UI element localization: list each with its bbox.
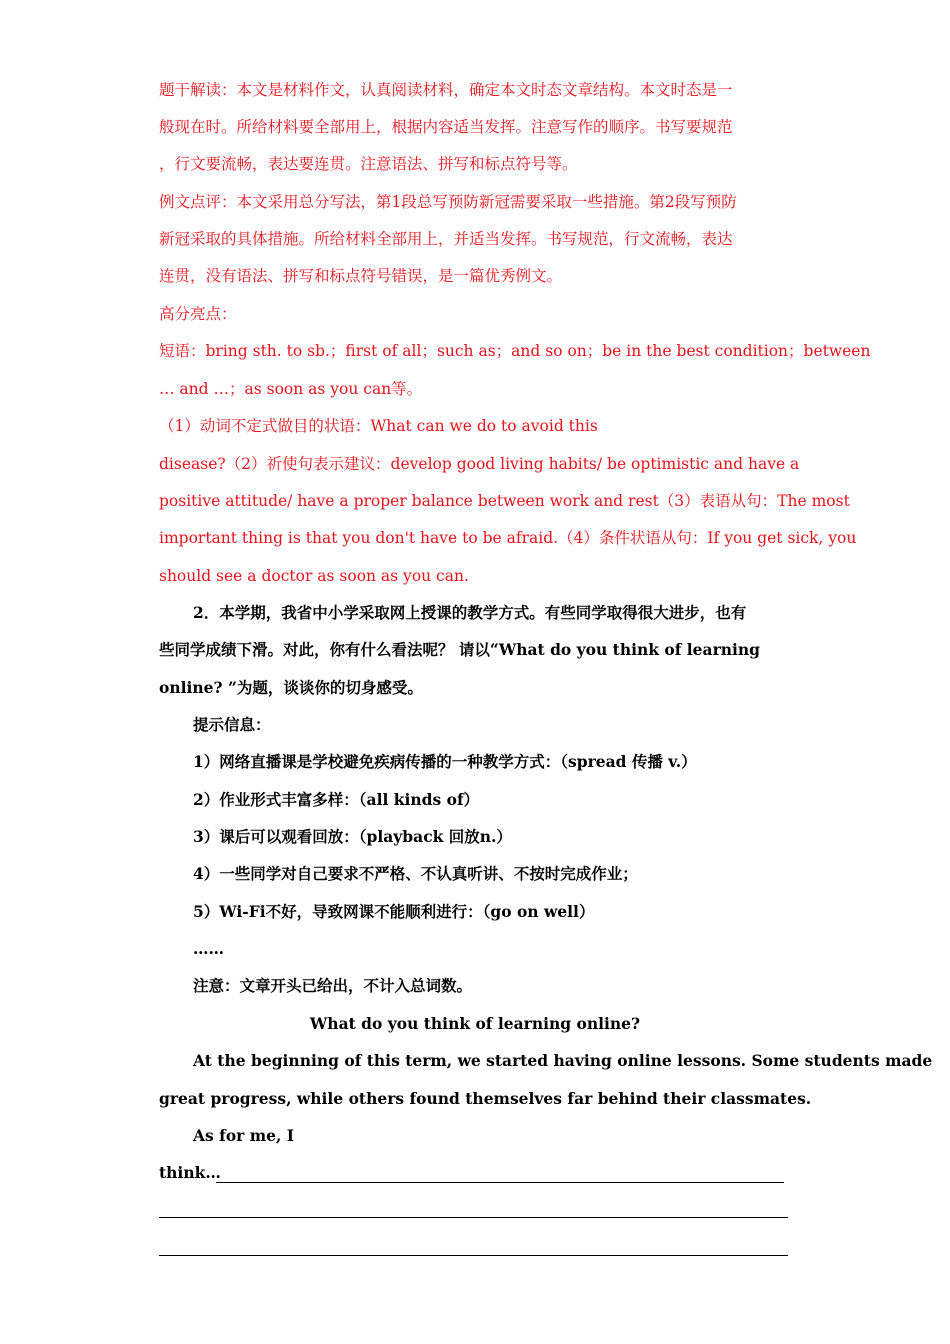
hint-item: 4）一些同学对自己要求不严格、不认真听讲、不按时完成作业； <box>193 864 638 883</box>
commentary-line: … and …；as soon as you can等。 <box>159 380 423 398</box>
commentary-line: should see a doctor as soon as you can. <box>159 567 469 585</box>
task-intro-line: 2．本学期，我省中小学采取网上授课的教学方式。有些同学取得很大进步，也有 <box>193 603 747 622</box>
task-note: 注意：文章开头已给出，不计入总词数。 <box>193 976 473 995</box>
task-intro-line: online? ”为题，谈谈你的切身感受。 <box>159 678 423 697</box>
commentary-line: positive attitude/ have a proper balance between work and rest（3）表语从句：The most <box>159 492 850 510</box>
hint-item: …… <box>193 939 224 958</box>
commentary-line: 新冠采取的具体措施。所给材料全部用上，并适当发挥。书写规范，行文流畅，表达 <box>159 230 733 248</box>
commentary-line: 连贯，没有语法、拼写和标点符号错误，是一篇优秀例文。 <box>159 267 563 285</box>
commentary-line: （1）动词不定式做目的状语：What can we do to avoid this <box>159 417 598 435</box>
hints-title: 提示信息： <box>193 715 271 734</box>
commentary-line: 短语：bring sth. to sb.；first of all；such as；and so on；be in the best condition；between <box>159 342 871 360</box>
answer-line[interactable] <box>159 1255 788 1256</box>
commentary-line: ，行文要流畅，表达要连贯。注意语法、拼写和标点符号等。 <box>159 155 578 173</box>
hint-item: 3）课后可以观看回放：（playback 回放n.） <box>193 827 512 846</box>
essay-title: What do you think of learning online? <box>309 1014 641 1033</box>
essay-continuation: As for me, I <box>193 1126 295 1145</box>
commentary-line: 例文点评：本文采用总分写法，第1段总写预防新冠需要采取一些措施。第2段写预防 <box>159 193 737 211</box>
answer-line[interactable] <box>159 1217 788 1218</box>
essay-think: think… <box>159 1163 221 1182</box>
answer-line[interactable] <box>216 1182 784 1183</box>
commentary-line: disease?（2）祈使句表示建议：develop good living habits/ be optimistic and have a <box>159 455 800 473</box>
hint-item: 2）作业形式丰富多样：（all kinds of） <box>193 790 480 809</box>
hint-item: 5）Wi-Fi不好，导致网课不能顺利进行：（go on well） <box>193 902 595 921</box>
commentary-line: 题干解读：本文是材料作文，认真阅读材料，确定本文时态文章结构。本文时态是一 <box>159 81 733 99</box>
commentary-line: 般现在时。所给材料要全部用上，根据内容适当发挥。注意写作的顺序。书写要规范 <box>159 118 733 136</box>
task-intro-line: 些同学成绩下滑。对此，你有什么看法呢？ 请以“What do you think of learning <box>159 640 761 659</box>
essay-start-line: great progress, while others found themselves far behind their classmates. <box>159 1089 812 1108</box>
essay-start-line: At the beginning of this term, we started having online lessons. Some students made <box>193 1051 933 1070</box>
highlights-heading: 高分亮点： <box>159 305 237 323</box>
commentary-line: important thing is that you don't have to be afraid.（4）条件状语从句：If you get sick, you <box>159 529 857 547</box>
hint-item: 1）网络直播课是学校避免疾病传播的一种教学方式：（spread 传播 v.） <box>193 752 697 771</box>
